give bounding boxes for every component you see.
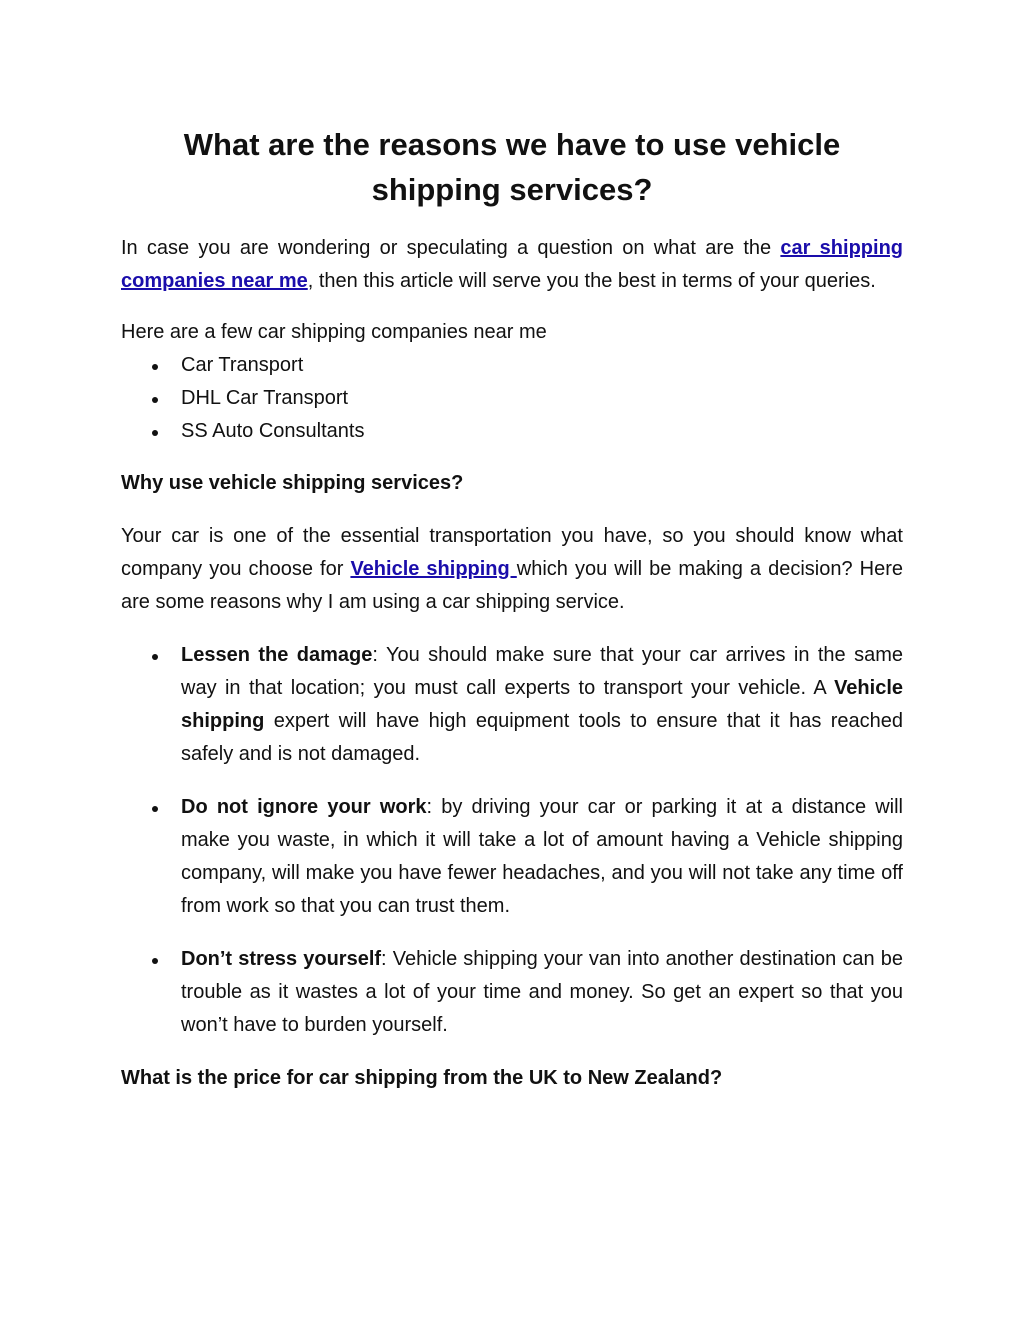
list-item (121, 943, 903, 1042)
reason-text: : Vehicle shipping your van into another destination can be trouble as it wastes a lot of your time and money. So get an expert so that you won’t have to burden yourself. (181, 948, 903, 1036)
bullet-icon (152, 397, 158, 403)
list-item (121, 639, 903, 771)
reason-title: Don’t stress yourself (181, 948, 382, 970)
car-shipping-companies-link[interactable]: car shipping companies near me (121, 237, 903, 292)
bullet-icon (152, 958, 158, 964)
bullet-icon (152, 654, 158, 660)
reason-title: Do not ignore your work (181, 796, 427, 818)
intro-text-start: In case you are wondering or speculating a question on what are the (121, 237, 781, 259)
section-heading-price: What is the price for car shipping from the UK to New Zealand? (121, 1067, 723, 1089)
company-name: SS Auto Consultants (181, 420, 365, 442)
list-item (121, 791, 903, 923)
company-name: DHL Car Transport (181, 387, 349, 409)
list-item (121, 382, 903, 415)
reason-text: : by driving your car or parking it at a distance will make you waste, in which it will take a lot of amount having a Vehicle shipping company, will make you have fewer headaches, and you will not take any time off from work so that you can trust them. (181, 796, 903, 917)
intro-paragraph (121, 232, 903, 298)
reason-title: Lessen the damage (181, 644, 373, 666)
page-title: What are the reasons we have to use vehicle shipping services? (183, 127, 841, 207)
list-item (121, 349, 903, 382)
company-name: Car Transport (181, 354, 304, 376)
companies-intro: Here are a few car shipping companies near me (121, 321, 547, 343)
reason-text-end: expert will have high equipment tools to ensure that it has reached safely and is not damaged. (181, 710, 903, 765)
bullet-icon (152, 806, 158, 812)
vehicle-shipping-link[interactable]: Vehicle shipping (350, 558, 517, 580)
companies-list (121, 349, 903, 448)
bullet-icon (152, 364, 158, 370)
why-paragraph (121, 520, 903, 619)
list-item (121, 415, 903, 448)
bullet-icon (152, 430, 158, 436)
reason-text: : You should make sure that your car arrives in the same way in that location; you must call experts to transport your vehicle. A (181, 644, 904, 699)
section-heading-why: Why use vehicle shipping services? (121, 472, 464, 494)
document-body (121, 122, 903, 1095)
why-text-end: which you will be making a decision? Here are some reasons why I am using a car shipping service. (121, 558, 903, 613)
reasons-list (121, 639, 903, 1042)
intro-text-end: , then this article will serve you the best in terms of your queries. (307, 270, 876, 292)
reason-emphasis: Vehicle shipping (181, 677, 903, 732)
why-text-start: Your car is one of the essential transportation you have, so you should know what company you choose for (121, 525, 903, 580)
